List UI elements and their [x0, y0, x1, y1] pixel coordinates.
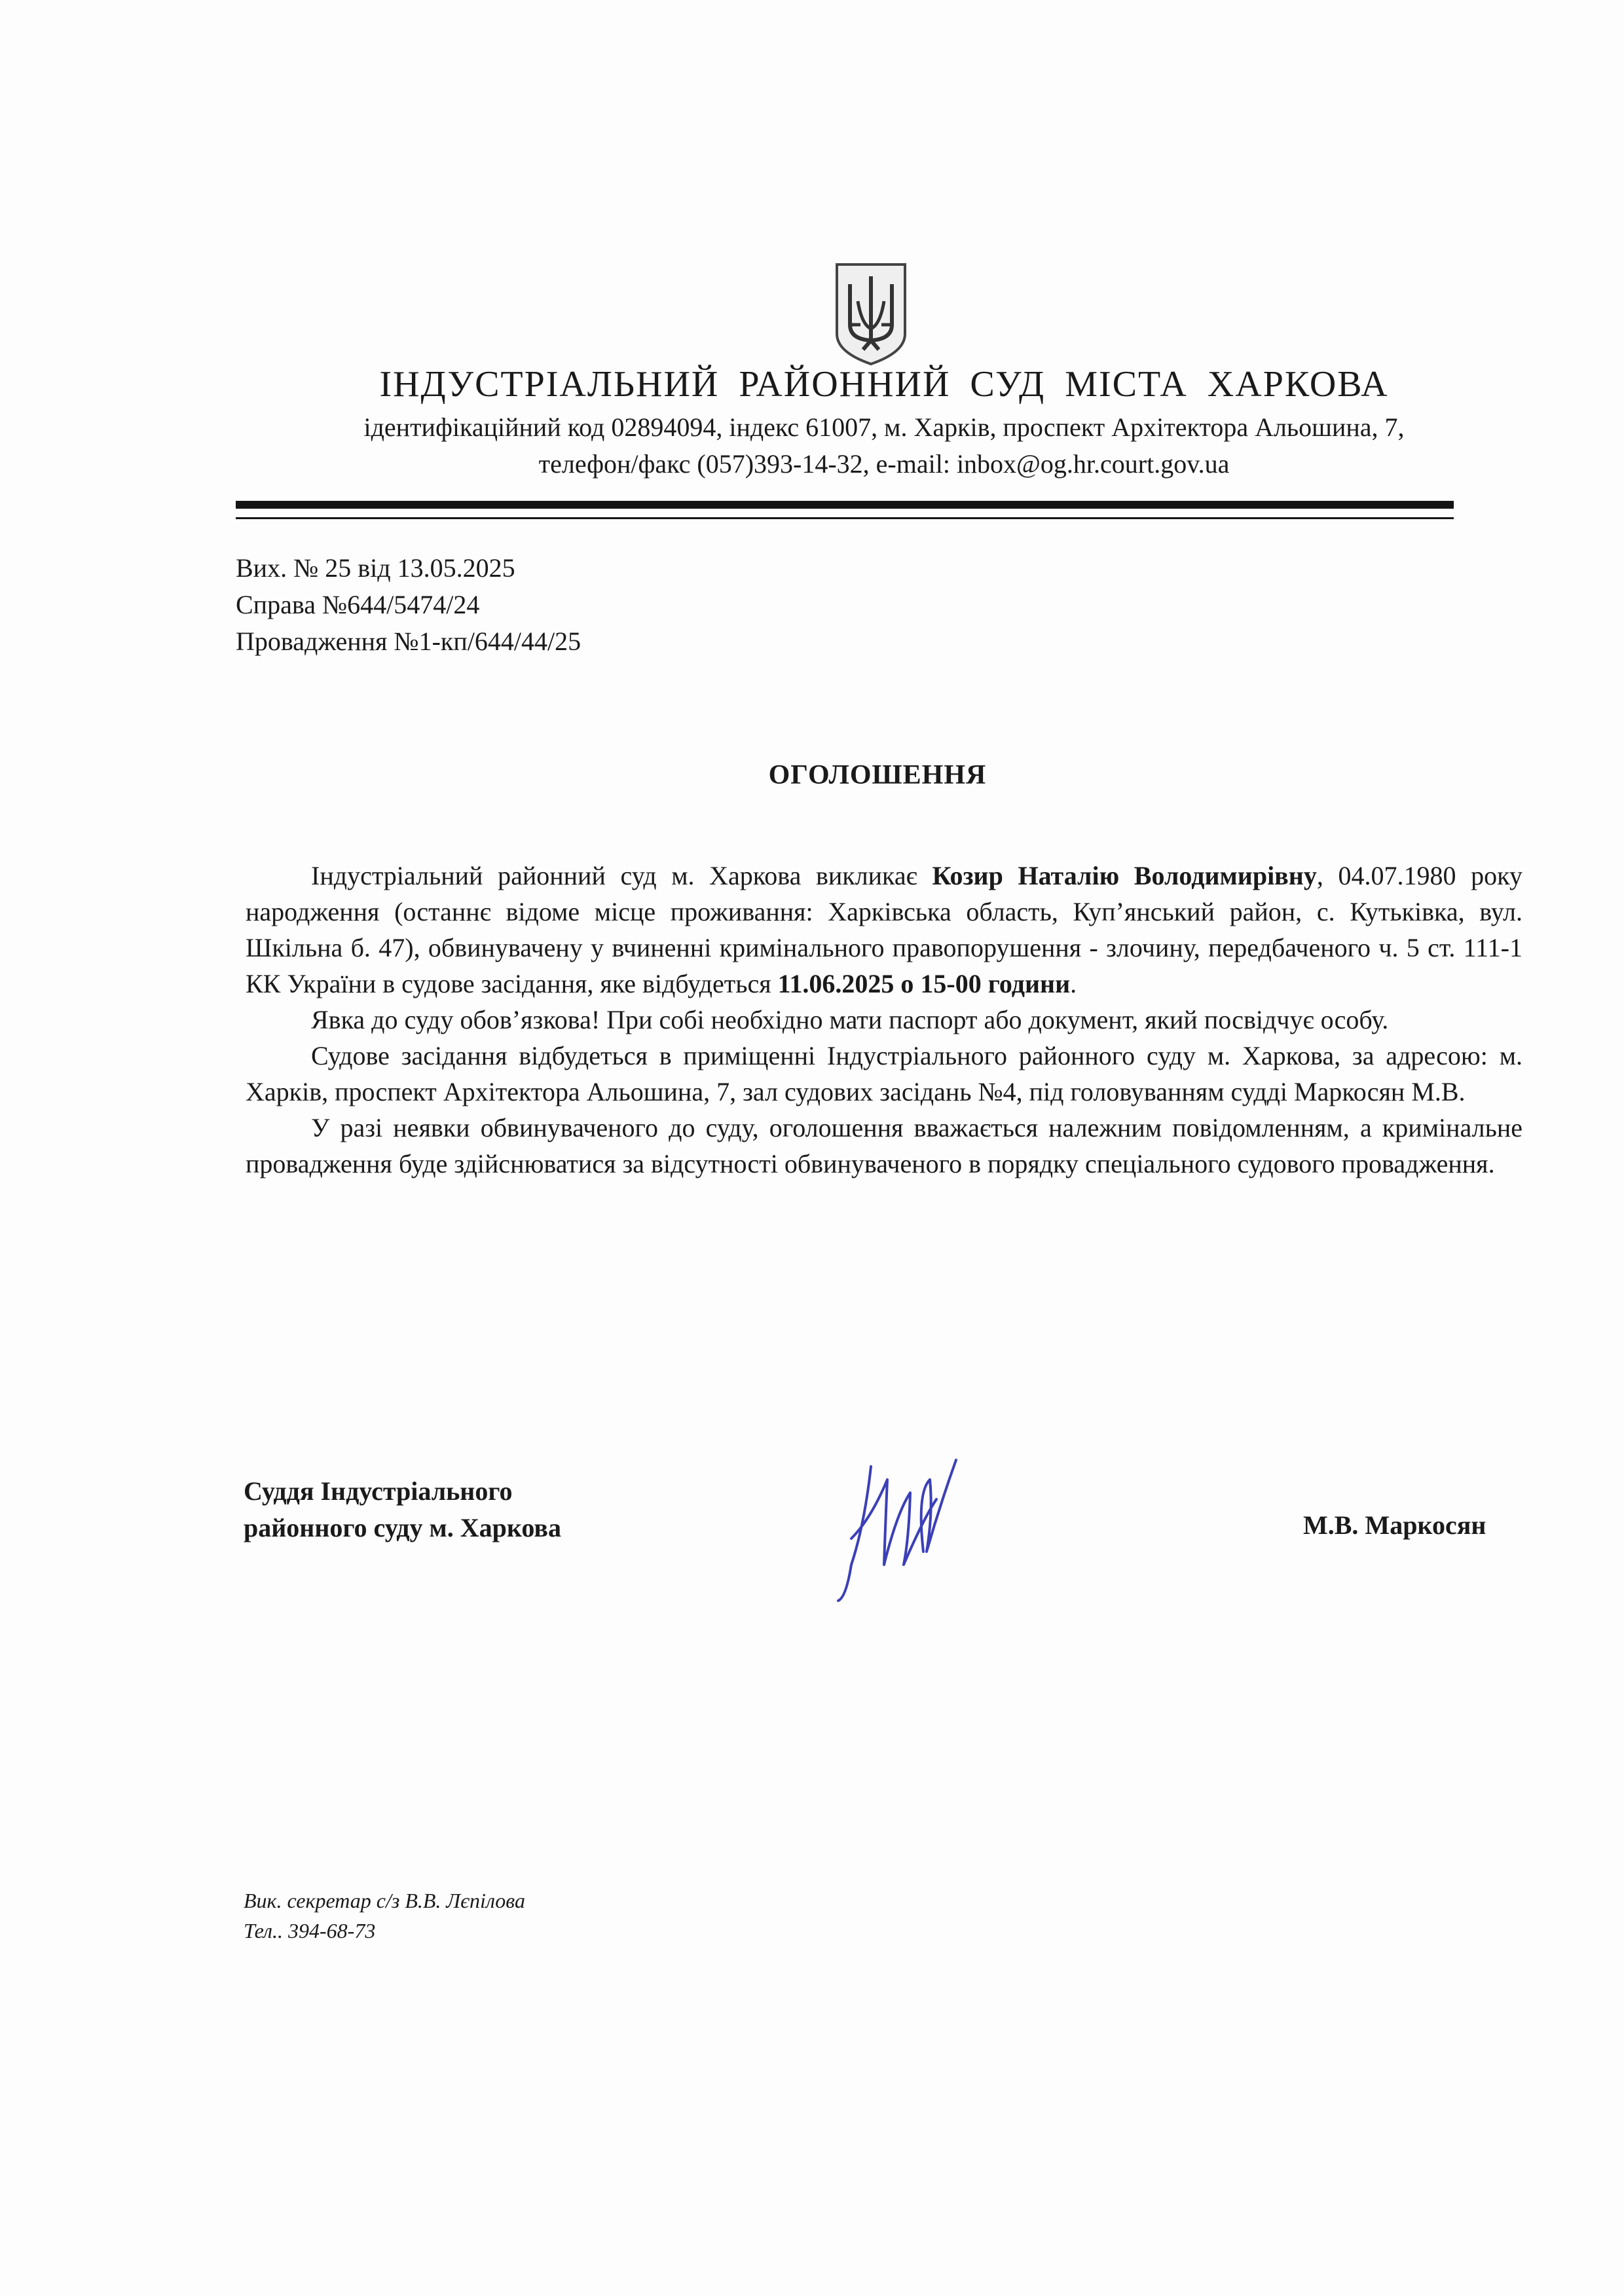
secretary-phone: Тел.. 394-68-73 — [244, 1919, 376, 1942]
contacts-line-2: телефон/факс (057)393-14-32, e-mail: inbox@og.hr.court.gov.ua — [538, 449, 1230, 479]
accused-name: Козир Наталію Володимирівну — [932, 861, 1317, 890]
proceeding-number: Провадження №1-кп/644/44/25 — [236, 627, 581, 656]
paragraph-summons — [246, 858, 1522, 1002]
case-number: Справа №644/5474/24 — [236, 590, 480, 619]
court-name: ІНДУСТРІАЛЬНИЙ РАЙОННИЙ СУД МІСТА ХАРКОВА — [379, 364, 1389, 405]
contacts-line-1: ідентифікаційний код 02894094, індекс 61007, м. Харків, проспект Архітектора Альошина, 7, — [363, 412, 1405, 442]
judge-position — [244, 1473, 561, 1546]
outgoing-number: Вих. № 25 від 13.05.2025 — [236, 553, 515, 583]
secretary-name: Вик. секретар с/з В.В. Лєпілова — [244, 1889, 525, 1912]
paragraph-attendance: Явка до суду обов’язкова! При собі необхідно мати паспорт або документ, який посвідчує особу. — [311, 1005, 1389, 1034]
trident-icon — [832, 262, 910, 367]
judge-position-line-2: районного суду м. Харкова — [244, 1513, 561, 1542]
footer-contact — [244, 1886, 525, 1946]
paragraph-absence: У разі неявки обвинуваченого до суду, оголошення вважається належним повідомленням, а кримінальне провадження буде здійснюватися за відсутності обвинуваченого в порядку спеціального судового провадження. — [246, 1113, 1522, 1178]
court-contacts — [236, 409, 1532, 483]
handwritten-signature — [825, 1440, 995, 1611]
announcement-body — [246, 858, 1522, 1182]
summons-text: Індустріальний районний суд м. Харкова викликає — [311, 861, 932, 890]
summons-end: . — [1070, 969, 1077, 998]
header-divider-thick — [236, 501, 1454, 509]
header-divider-thin — [236, 517, 1454, 519]
document-title: ОГОЛОШЕННЯ — [768, 760, 987, 790]
judge-position-line-1: Суддя Індустріального — [244, 1476, 513, 1506]
paragraph-location: Судове засідання відбудеться в приміщенні Індустріального районного суду м. Харкова, за адресою: м. Харків, проспект Архітектора Альошина, 7, зал судових засідань №4, під головуванням судді Маркосян М.В. — [246, 1041, 1522, 1106]
document-references — [236, 550, 581, 660]
summons-details: , 04.07.1980 року народження (останнє відоме місце проживання: Харківська область, Куп’янський район, с. Кутьківка, вул. Шкільна б. 47), обвинувачену у вчиненні кримінального правопорушення - злочину, передбаченого ч. 5 ст. 111-1 КК України в судове засідання, яке відбудеться — [246, 861, 1522, 998]
judge-name: М.В. Маркосян — [1303, 1510, 1486, 1540]
hearing-datetime: 11.06.2025 о 15-00 години — [777, 969, 1071, 998]
